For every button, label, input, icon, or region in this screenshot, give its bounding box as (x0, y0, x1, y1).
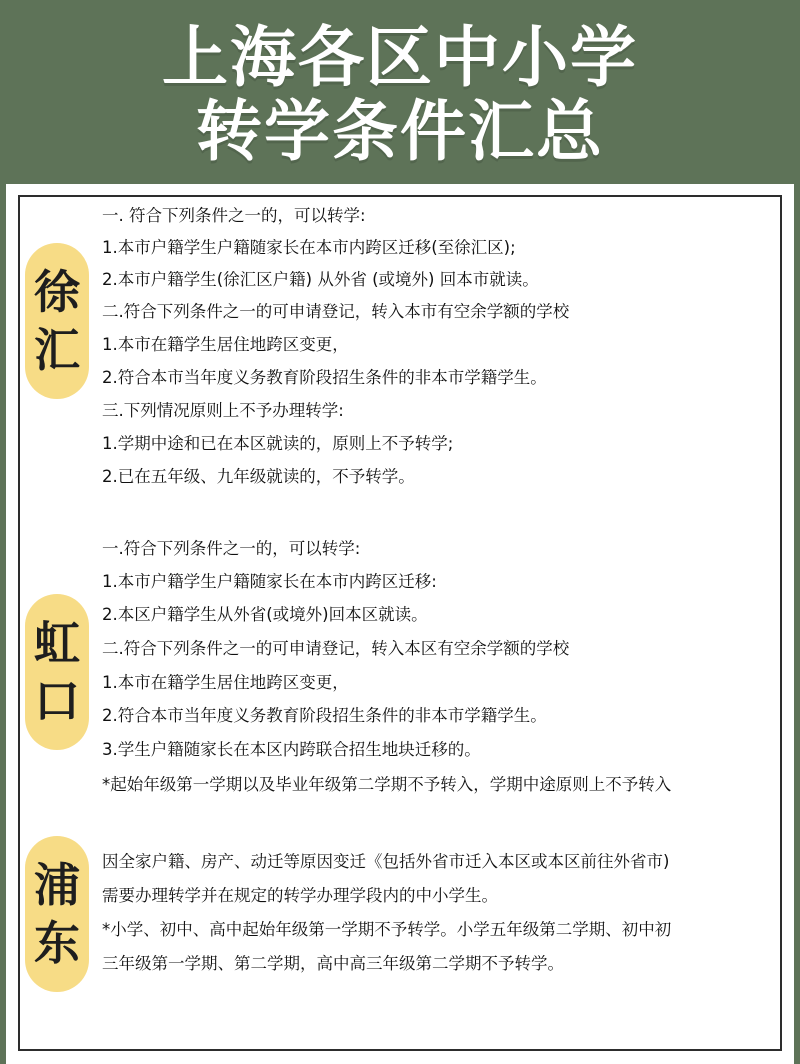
page-title-line-2: 转学条件汇总 (196, 93, 604, 170)
hongkou-line: *起始年级第一学期以及毕业年级第二学期不予转入，学期中途原则上不予转入 (102, 775, 672, 794)
district-char: 东 (34, 916, 80, 970)
hongkou-line: 一.符合下列条件之一的，可以转学: (102, 539, 361, 558)
header-banner (0, 0, 800, 182)
hongkou-line: 1.本市在籍学生居住地跨区变更， (102, 673, 349, 692)
xuhui-line: 2.本市户籍学生(徐汇区户籍) 从外省 (或境外) 回本市就读。 (102, 270, 539, 289)
xuhui-line: 三.下列情况原则上不予办理转学: (102, 401, 344, 420)
pudong-line: *小学、初中、高中起始年级第一学期不予转学。小学五年级第二学期、初中初 (102, 920, 672, 939)
pudong-line: 因全家户籍、房产、动迁等原因变迁《包括外省市迁入本区或本区前往外省市) (102, 852, 670, 871)
hongkou-line: 2.本区户籍学生从外省(或境外)回本区就读。 (102, 605, 428, 624)
content-card (6, 184, 794, 1064)
district-char: 汇 (34, 323, 80, 377)
district-char: 徐 (34, 265, 80, 319)
hongkou-line: 2.符合本市当年度义务教育阶段招生条件的非本市学籍学生。 (102, 706, 547, 725)
pudong-line: 需要办理转学并在规定的转学办理学段内的中小学生。 (102, 886, 498, 905)
page-title-line-1: 上海各区中小学 (162, 19, 638, 96)
xuhui-line: 1.本市在籍学生居住地跨区变更， (102, 335, 349, 354)
xuhui-line: 一. 符合下列条件之一的，可以转学: (102, 206, 366, 225)
xuhui-line: 2.符合本市当年度义务教育阶段招生条件的非本市学籍学生。 (102, 368, 547, 387)
district-badge-pudong (25, 836, 89, 992)
district-badge-hongkou (25, 594, 89, 750)
xuhui-line: 二.符合下列条件之一的可申请登记，转入本市有空余学额的学校 (102, 302, 570, 321)
hongkou-line: 1.本市户籍学生户籍随家长在本市内跨区迁移: (102, 572, 437, 591)
xuhui-line: 1.本市户籍学生户籍随家长在本市内跨区迁移(至徐汇区); (102, 238, 516, 257)
district-badge-xuhui (25, 243, 89, 399)
xuhui-line: 2.已在五年级、九年级就读的，不予转学。 (102, 467, 415, 486)
district-char: 口 (34, 674, 80, 728)
hongkou-line: 3.学生户籍随家长在本区内跨联合招生地块迁移的。 (102, 740, 481, 759)
xuhui-line: 1.学期中途和已在本区就读的，原则上不予转学; (102, 434, 454, 453)
hongkou-line: 二.符合下列条件之一的可申请登记，转入本区有空余学额的学校 (102, 639, 570, 658)
district-char: 虹 (34, 616, 80, 670)
pudong-line: 三年级第一学期、第二学期，高中高三年级第二学期不予转学。 (102, 954, 564, 973)
district-char: 浦 (34, 858, 80, 912)
